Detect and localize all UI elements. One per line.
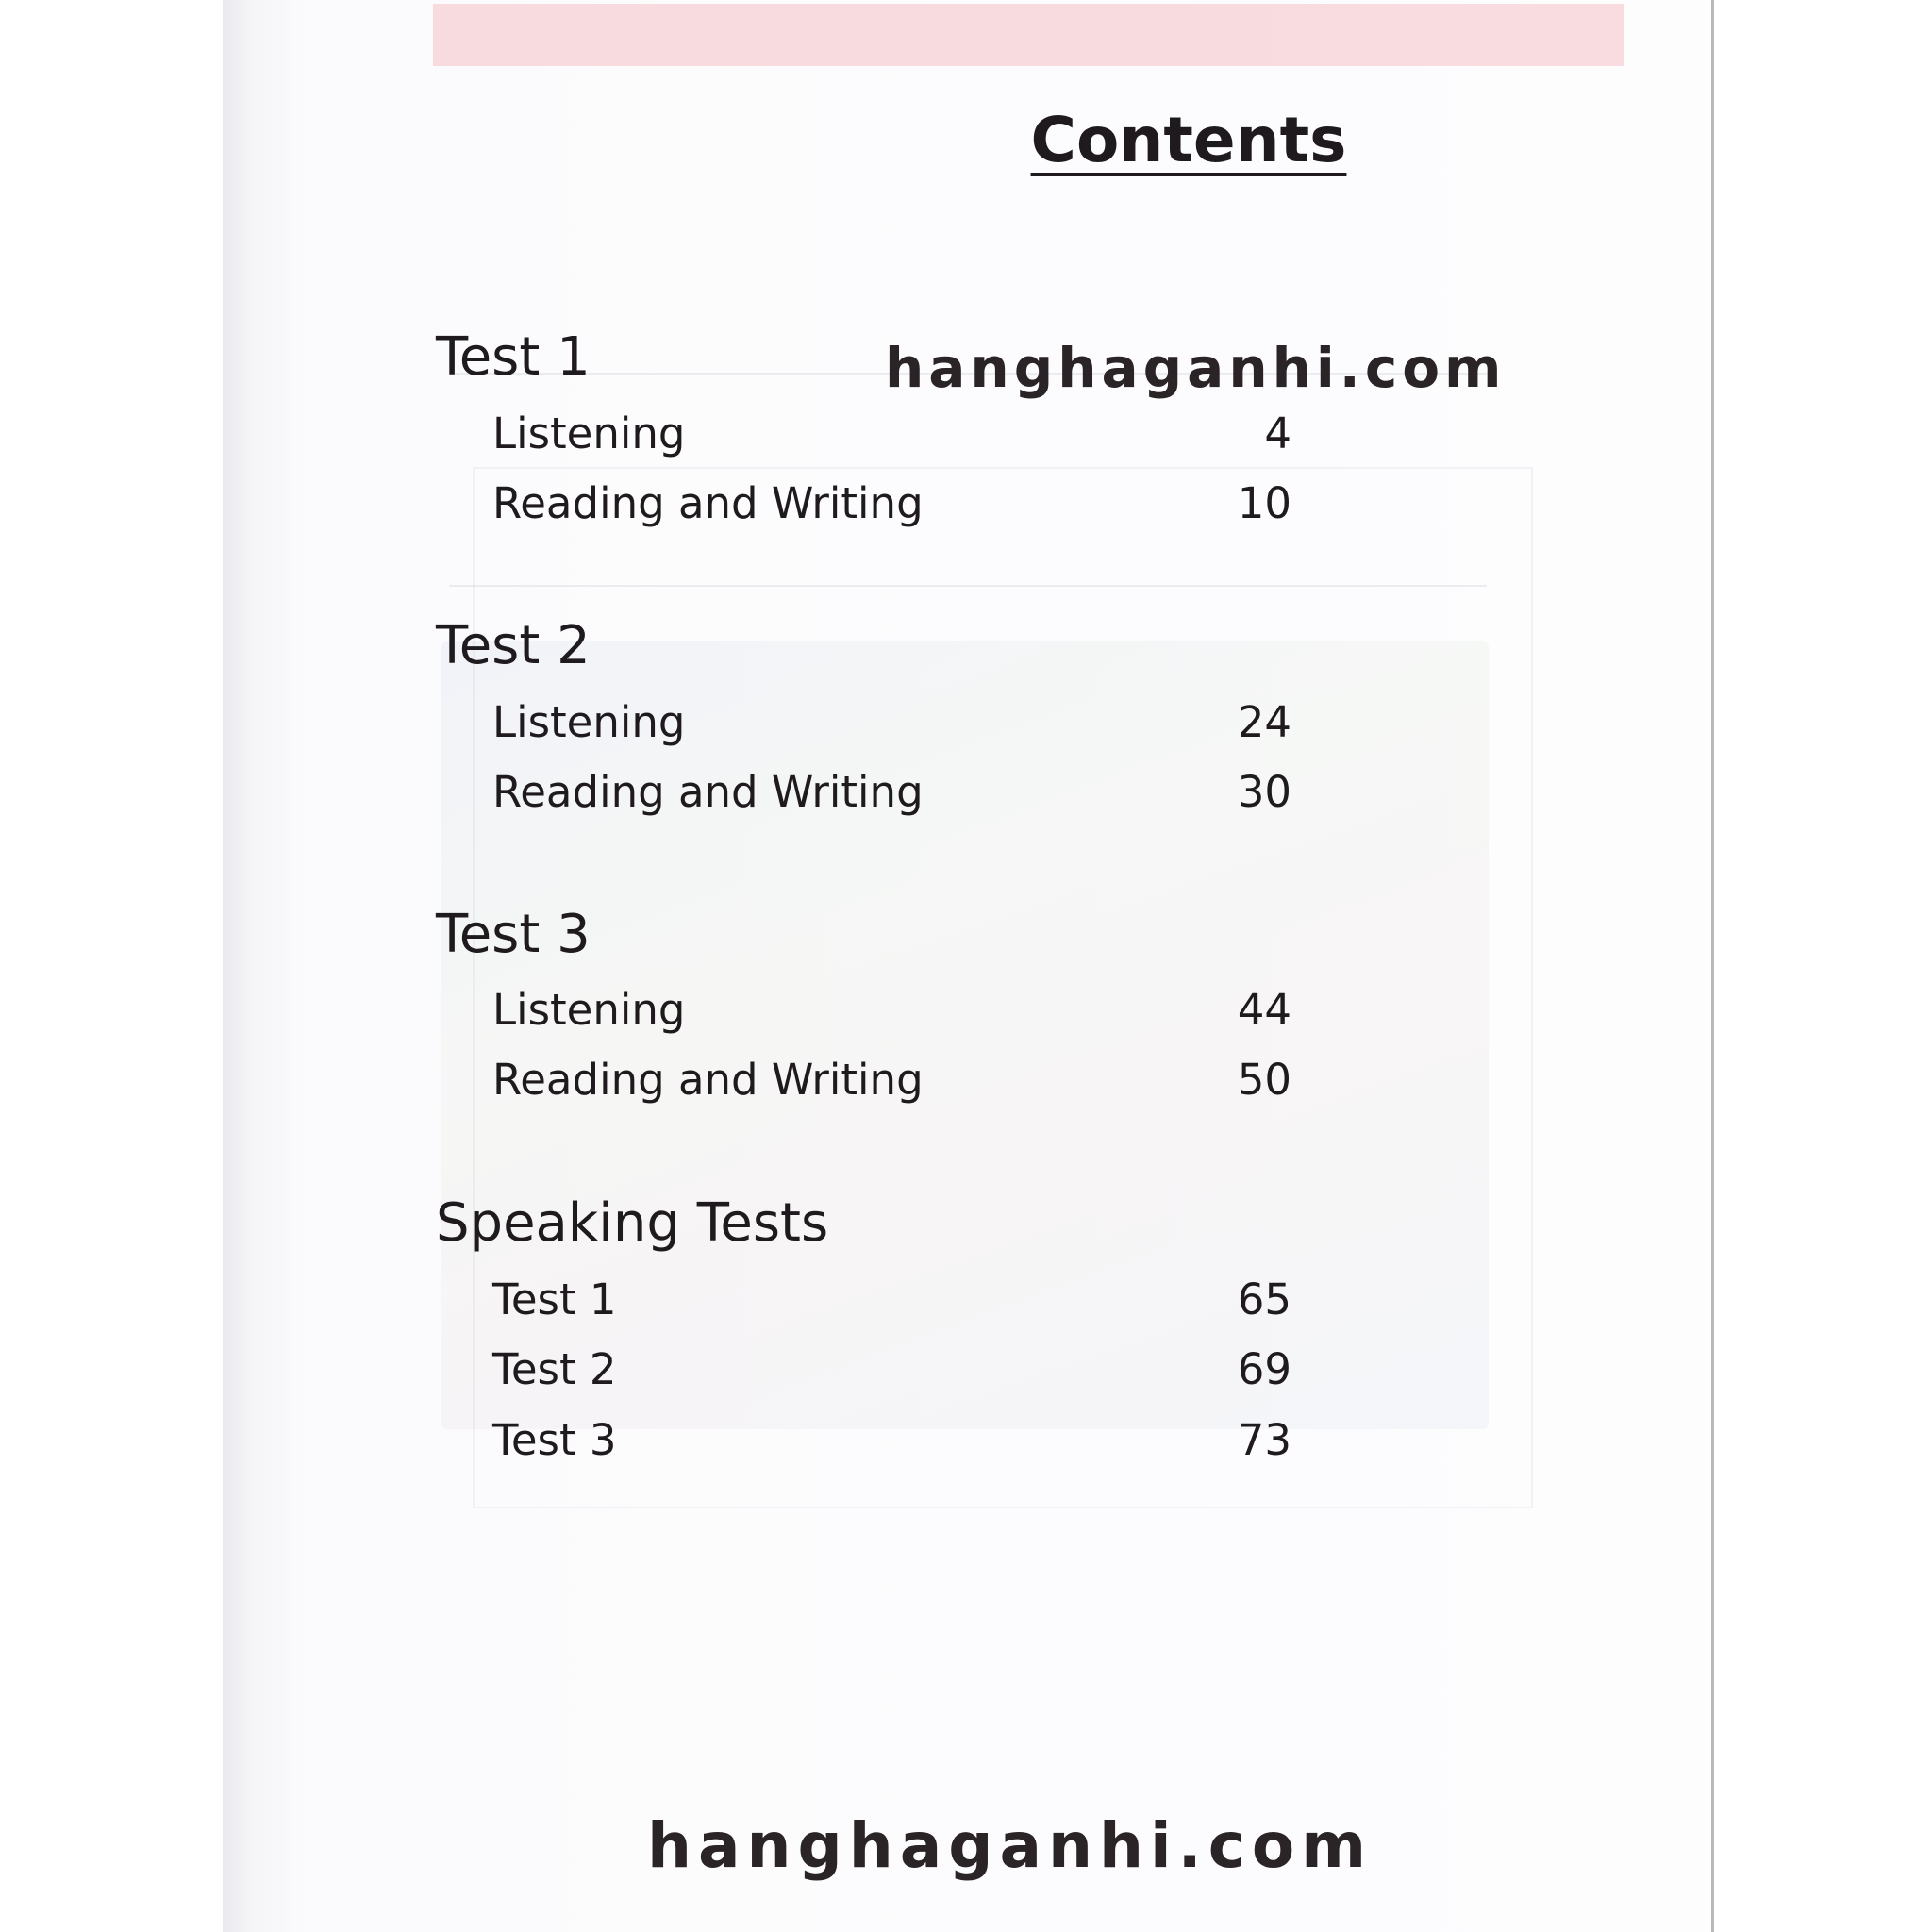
toc-entry-label: Listening <box>492 697 686 747</box>
toc-entry-label: Test 2 <box>492 1344 617 1394</box>
toc-entry-page: 73 <box>1237 1415 1291 1465</box>
show-through-rule <box>449 585 1487 587</box>
toc-entry-test-2-reading-writing[interactable] <box>492 767 1291 817</box>
toc-entry-page: 44 <box>1237 985 1291 1035</box>
toc-entry-page: 65 <box>1237 1274 1291 1324</box>
toc-entry-page: 10 <box>1237 478 1291 528</box>
watermark-bottom: hanghaganhi.com <box>647 1809 1373 1882</box>
watermark-top: hanghaganhi.com <box>885 336 1507 400</box>
toc-entry-page: 69 <box>1237 1344 1291 1394</box>
toc-entry-test-2-listening[interactable] <box>492 697 1291 747</box>
show-through-banner <box>433 4 1624 66</box>
toc-entry-test-3-reading-writing[interactable] <box>492 1055 1291 1105</box>
book-page <box>223 0 1714 1932</box>
toc-entry-label: Reading and Writing <box>492 1055 924 1105</box>
toc-entry-label: Test 3 <box>492 1415 617 1465</box>
section-heading-test-1: Test 1 <box>436 326 591 388</box>
toc-entry-test-3-listening[interactable] <box>492 985 1291 1035</box>
toc-entry-speaking-test-3[interactable] <box>492 1415 1291 1465</box>
toc-entry-label: Listening <box>492 985 686 1035</box>
contents-title: Contents <box>1030 104 1347 176</box>
toc-entry-page: 50 <box>1237 1055 1291 1105</box>
toc-entry-page: 30 <box>1237 767 1291 817</box>
toc-entry-label: Test 1 <box>492 1274 617 1324</box>
toc-entry-label: Reading and Writing <box>492 478 924 528</box>
section-heading-speaking-tests: Speaking Tests <box>436 1192 829 1254</box>
toc-entry-page: 24 <box>1237 697 1291 747</box>
toc-entry-page: 4 <box>1264 408 1291 458</box>
section-heading-test-2: Test 2 <box>436 615 591 676</box>
toc-entry-speaking-test-2[interactable] <box>492 1344 1291 1394</box>
section-heading-test-3: Test 3 <box>436 904 591 965</box>
toc-entry-speaking-test-1[interactable] <box>492 1274 1291 1324</box>
toc-entry-test-1-listening[interactable] <box>492 408 1291 458</box>
toc-entry-test-1-reading-writing[interactable] <box>492 478 1291 528</box>
toc-entry-label: Reading and Writing <box>492 767 924 817</box>
toc-entry-label: Listening <box>492 408 686 458</box>
